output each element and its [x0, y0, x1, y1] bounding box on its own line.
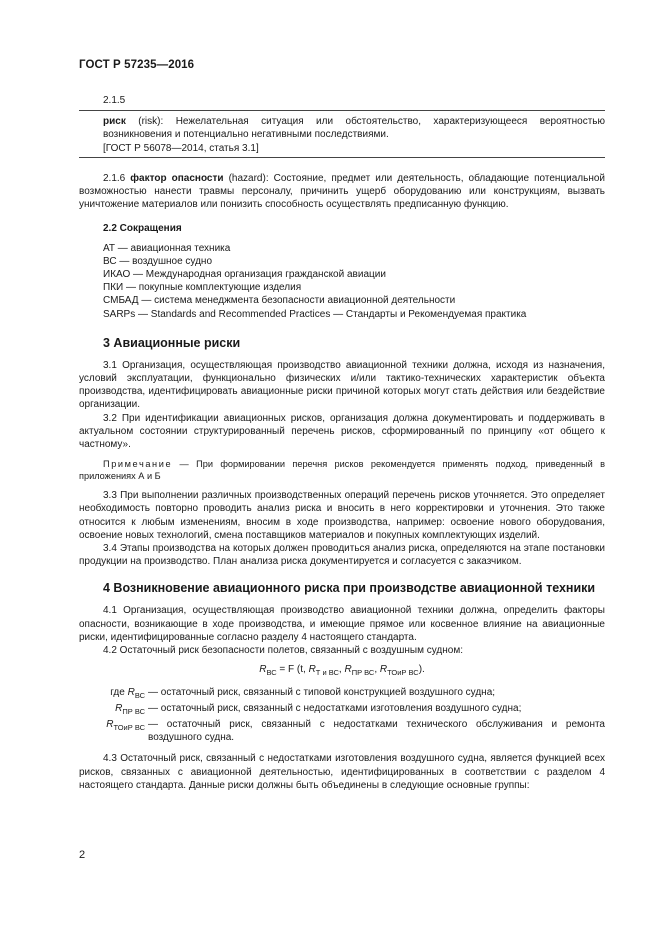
definition-row: $R_{ТОиР ВС}$ — остаточный риск, связанный с недостатками технического обслуживания и ремонта воздушного судна. — [106, 718, 605, 744]
section-heading: 2.2 Сокращения — [103, 223, 182, 235]
page-number: 2 — [79, 849, 86, 861]
clause-number: 2.1.5 — [103, 95, 126, 106]
list-item: ВС — воздушное судно — [103, 255, 212, 267]
section-heading: 4 Возникновение авиационного риска при производстве авиационной техники — [103, 581, 596, 596]
formula-definitions — [79, 686, 605, 745]
list-item: SARPs — Standards and Recommended Practices — Стандарты и Рекомендуемая практика — [103, 308, 527, 320]
term: риск — [103, 116, 126, 128]
term-definition-box — [79, 110, 605, 158]
definition-row: $R_{ПР ВС}$ — остаточный риск, связанный с недостатками изготовления воздушного судна; — [115, 702, 522, 716]
paragraph: 4.2 Остаточный риск безопасности полетов, связанный с воздушным судном: — [103, 645, 463, 657]
definition-source: [ГОСТ Р 56078—2014, статья 3.1] — [103, 142, 259, 154]
paragraph: 4.3 Остаточный риск, связанный с недостатками изготовления воздушного судна, является функцией всех рисков, связанных с авиационной деятельностью, идентифицированных в соответствии с разделом 4 настоящего стандарта. Данные риски должны быть объединены в следующие основные группы: — [79, 753, 605, 791]
document-body — [79, 92, 605, 792]
document-header: ГОСТ Р 57235—2016 — [79, 59, 195, 71]
note-label: Примечание — [103, 459, 173, 470]
definition-text: (risk): Нежелательная ситуация или обстоятельство, характеризующееся вероятностью возникновения и потенциально негативными последствиями. — [103, 116, 605, 141]
note — [79, 458, 605, 482]
paragraph: 3.3 При выполнении различных производственных операций перечень рисков уточняется. Это определяет необходимость повторно проводить анализ риска и вносить в него корректировки и уточнения. Это также относится к любым изменениям, вносим в ходе производства, например: освоение нового оборудования, освоение новых технологий, смена поставщиков материалов и покупных комплектующих изделий. — [79, 490, 605, 541]
list-item: СМБАД — система менеджмента безопасности авиационной деятельности — [103, 295, 456, 307]
abbreviation-list — [79, 242, 605, 321]
list-item: ИКАО — Международная организация гражданской авиации — [103, 269, 386, 281]
term-definition — [103, 115, 605, 141]
term-definition — [79, 172, 605, 212]
note-text: — При формировании перечня рисков рекомендуется применять подход, приведенный в приложениях А и Б — [79, 459, 605, 482]
list-item: ПКИ — покупные комплектующие изделия — [103, 282, 302, 294]
definition-text: (hazard): Состояние, предмет или деятельность, обладающие потенциальной возможностью нанести травмы персоналу, причинить ущерб оборудованию или конструкциям, вызвать уничтожение материалов или понизить способность осуществлять предписанную функцию. — [79, 172, 605, 211]
paragraph: 3.2 При идентификации авиационных рисков, организация должна документировать и поддерживать в актуальном состоянии структурированный перечень рисков, сформированный по принципу «от общего к частному». — [79, 412, 605, 451]
formula: $R_{ВС} = F$ (t, $R_{Т и ВС}$, $R_{ПР ВС}$, $R_{ТОиР ВС}$). — [259, 664, 425, 678]
definition-row: где $R_{ВС}$ — остаточный риск, связанный с типовой конструкцией воздушного судна; — [110, 686, 496, 700]
clause-number: 2.1.6 — [103, 172, 126, 184]
section-heading: 3 Авиационные риски — [103, 335, 241, 350]
list-item: АТ — авиационная техника — [103, 242, 231, 254]
paragraph: 3.1 Организация, осуществляющая производство авиационной техники должна, исходя из назначения, условий эксплуатации, функционально физических и/или тактико-технических характеристик объекта производства, идентифицировать авиационные риски причиной которых могут стать действия или бездействие организации. — [79, 359, 605, 411]
term: фактор опасности — [130, 172, 224, 184]
paragraph: 4.1 Организация, осуществляющая производство авиационной техники должна, определить факторы опасности, возникающие в ходе производства, и имеющие прямое или косвенное влияние на авиационные риски, идентифицированные согласно разделу 4 настоящего стандарта. — [79, 605, 605, 643]
paragraph: 3.4 Этапы производства на которых должен проводиться анализ риска, определяются на этапе постановки продукции на производство. План анализа риска документируется и согласуется с заказчиком. — [79, 543, 605, 568]
